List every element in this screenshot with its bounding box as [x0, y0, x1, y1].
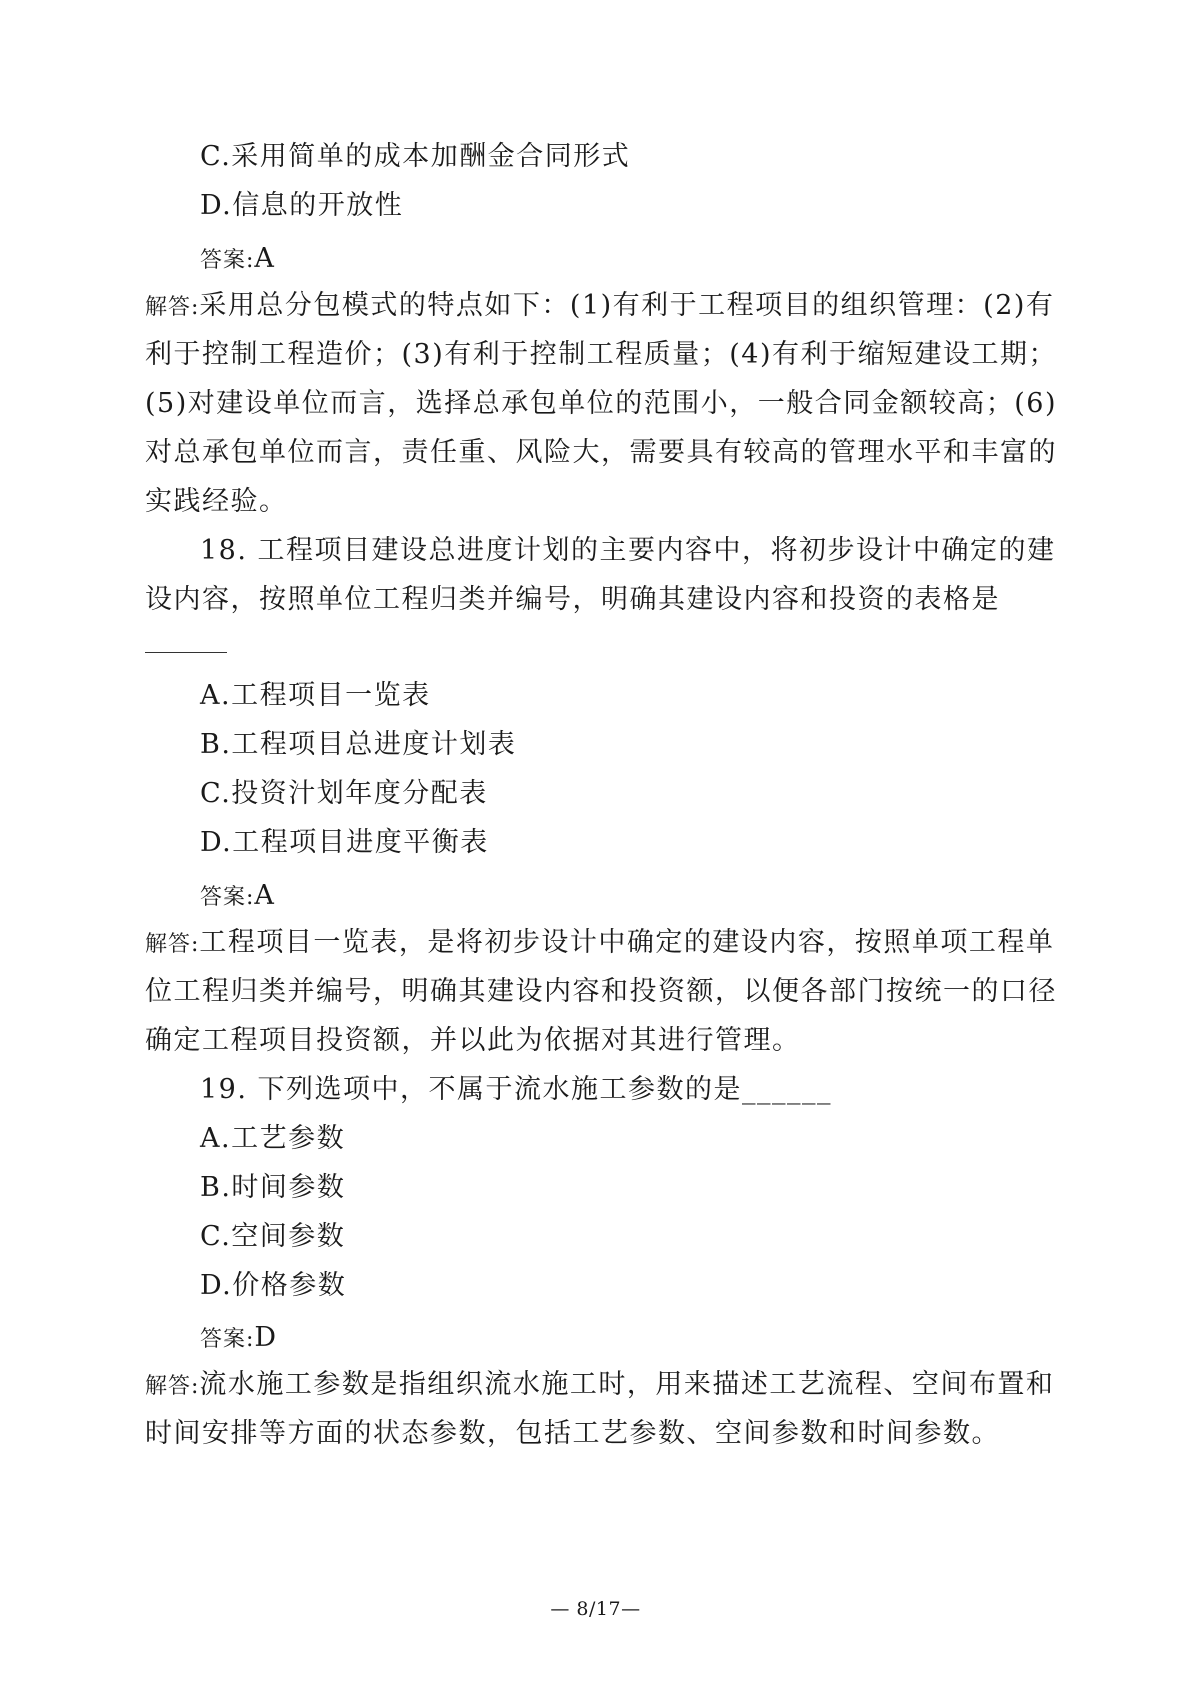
explanation-line	[145, 1367, 1055, 1405]
answer-label: 答案:	[200, 1327, 255, 1352]
answer-label: 答案:	[200, 248, 255, 273]
option-d: D.价格参数	[200, 1270, 347, 1301]
answer-value: A	[254, 243, 276, 274]
explanation-text: 工程项目一览表，是将初步设计中确定的建设内容，按照单项工程单	[199, 927, 1055, 958]
explanation-line: 利于控制工程造价；(3)有利于控制工程质量；(4)有利于缩短建设工期；	[145, 339, 1057, 370]
answer-value: D	[254, 1322, 278, 1353]
option-a: A.工程项目一览表	[200, 680, 431, 711]
answer-label: 答案:	[200, 885, 255, 910]
explanation-line	[145, 925, 1055, 963]
explanation-text: 流水施工参数是指组织流水施工时，用来描述工艺流程、空间布置和	[199, 1369, 1055, 1400]
answer-blank	[145, 652, 227, 653]
explanation-text: 采用总分包模式的特点如下：(1)有利于工程项目的组织管理：(2)有	[199, 290, 1055, 321]
explanation-label: 解答:	[145, 295, 200, 320]
question-18-stem: 设内容，按照单位工程归类并编号，明确其建设内容和投资的表格是	[145, 584, 1000, 615]
explanation-label: 解答:	[145, 1374, 200, 1399]
option-b: B.工程项目总进度计划表	[200, 729, 517, 760]
option-a: A.工艺参数	[200, 1123, 346, 1154]
answer-line	[200, 878, 275, 916]
explanation-line: 时间安排等方面的状态参数，包括工艺参数、空间参数和时间参数。	[145, 1418, 1000, 1449]
explanation-line: 对总承包单位而言，责任重、风险大，需要具有较高的管理水平和丰富的	[145, 437, 1057, 468]
option-d: D.信息的开放性	[200, 190, 404, 221]
option-b: B.时间参数	[200, 1172, 346, 1203]
explanation-line: 位工程归类并编号，明确其建设内容和投资额，以便各部门按统一的口径	[145, 976, 1057, 1007]
explanation-line: 确定工程项目投资额，并以此为依据对其进行管理。	[145, 1025, 801, 1056]
answer-value: A	[254, 880, 276, 911]
option-c: C.采用简单的成本加酬金合同形式	[200, 141, 631, 172]
option-c: C.空间参数	[200, 1221, 346, 1252]
explanation-line: 实践经验。	[145, 486, 288, 517]
option-d: D.工程项目进度平衡表	[200, 827, 489, 858]
answer-line	[200, 1320, 278, 1358]
option-c: C.投资汁划年度分配表	[200, 778, 488, 809]
explanation-line	[145, 288, 1055, 326]
answer-line	[200, 241, 275, 279]
page-number: — 8/17—	[550, 1598, 641, 1620]
question-19-stem: 19. 下列选项中，不属于流水施工参数的是______	[200, 1074, 833, 1105]
explanation-label: 解答:	[145, 932, 200, 957]
explanation-line: (5)对建设单位而言，选择总承包单位的范围小，一般合同金额较高；(6)	[145, 388, 1057, 419]
question-18-stem: 18. 工程项目建设总进度计划的主要内容中，将初步设计中确定的建	[200, 535, 1056, 566]
